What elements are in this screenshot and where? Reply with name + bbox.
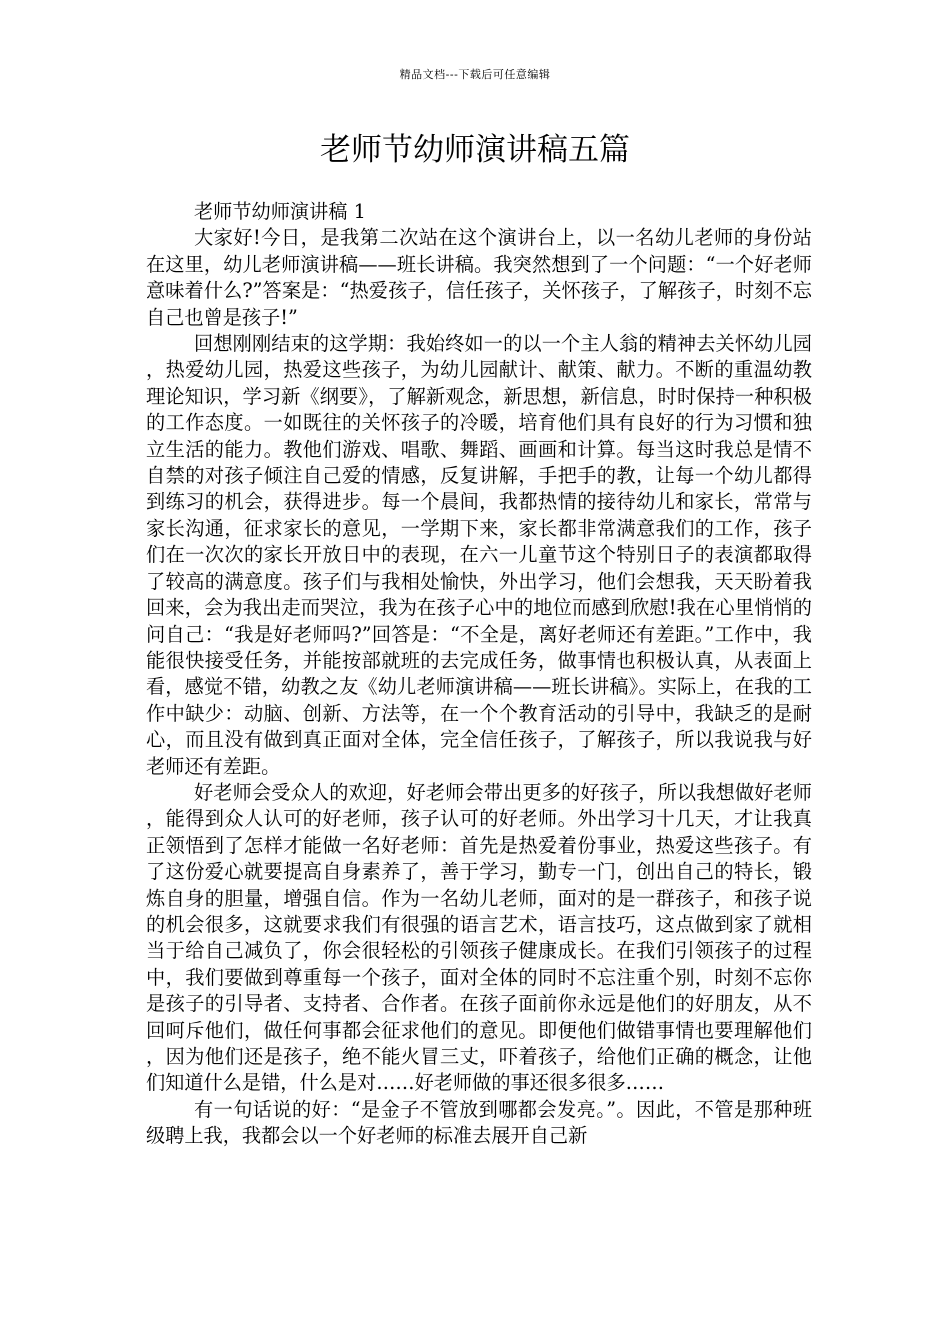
- paragraph-4: 有一句话说的好：“是金子不管放到哪都会发亮。”。因此，不管是那种班级聘上我，我都会以一个好老师的标准去展开自己新: [146, 1097, 812, 1148]
- document-title: 老师节幼师演讲稿五篇: [320, 132, 630, 168]
- paragraph-3: 好老师会受众人的欢迎，好老师会带出更多的好孩子，所以我想做好老师，能得到众人认可的好老师，孩子认可的好老师。外出学习十几天，才让我真正领悟到了怎样才能做一名好老师：首先是热爱着份事业，热爱这些孩子。有了这份爱心就要提高自身素养了，善于学习，勤专一门，创出自己的特长，锻炼自身的胆量，增强自信。作为一名幼儿老师，面对的是一群孩子，和孩子说的机会很多，这就要求我们有很强的语言艺术，语言技巧，这点做到家了就相当于给自己减负了，你会很轻松的引领孩子健康成长。在我们引领孩子的过程中，我们要做到尊重每一个孩子，面对全体的同时不忘注重个别，时刻不忘你是孩子的引导者、支持者、合作者。在孩子面前你永远是他们的好朋友，从不回呵斥他们，做任何事都会征求他们的意见。即便他们做错事情也要理解他们，因为他们还是孩子，绝不能火冒三丈，吓着孩子，给他们正确的概念，让他们知道什么是错，什么是对……好老师做的事还很多很多……: [146, 780, 812, 1095]
- document-body: [146, 199, 812, 1150]
- paragraph-2: 回想刚刚结束的这学期：我始终如一的以一个主人翁的精神去关怀幼儿园，热爱幼儿园，热爱这些孩子，为幼儿园献计、献策、献力。不断的重温幼教理论知识，学习新《纲要》，了解新观念，新思想，新信息，时时保持一种积极的工作态度。一如既往的关怀孩子的冷暖，培育他们具有良好的行为习惯和独立生活的能力。教他们游戏、唱歌、舞蹈、画画和计算。每当这时我总是情不自禁的对孩子倾注自己爱的情感，反复讲解，手把手的教，让每一个幼儿都得到练习的机会，获得进步。每一个晨间，我都热情的接待幼儿和家长，常常与家长沟通，征求家长的意见，一学期下来，家长都非常满意我们的工作，孩子们在一次次的家长开放日中的表现，在六一儿童节这个特别日子的表演都取得了较高的满意度。孩子们与我相处愉快，外出学习，他们会想我，天天盼着我回来，会为我出走而哭泣，我为在孩子心中的地位而感到欣慰!我在心里悄悄的问自己：“我是好老师吗?”回答是：“不全是，离好老师还有差距。”工作中，我能很快接受任务，并能按部就班的去完成任务，做事情也积极认真，从表面上看，感觉不错，幼教之友《幼儿老师演讲稿——班长讲稿》。实际上，在我的工作中缺少：动脑、创新、方法等，在一个个教育活动的引导中，我缺乏的是耐心，而且没有做到真正面对全体，完全信任孩子，了解孩子，所以我说我与好老师还有差距。: [146, 332, 812, 778]
- header-note: 精品文档---下载后可任意编辑: [399, 68, 551, 81]
- paragraph-1: 大家好!今日，是我第二次站在这个演讲台上，以一名幼儿老师的身份站在这里，幼儿老师演讲稿——班长讲稿。我突然想到了一个问题：“一个好老师意味着什么?”答案是：“热爱孩子，信任孩子，关怀孩子，了解孩子，时刻不忘自己也曾是孩子!”: [146, 226, 812, 329]
- section-heading: 老师节幼师演讲稿 1: [194, 200, 366, 223]
